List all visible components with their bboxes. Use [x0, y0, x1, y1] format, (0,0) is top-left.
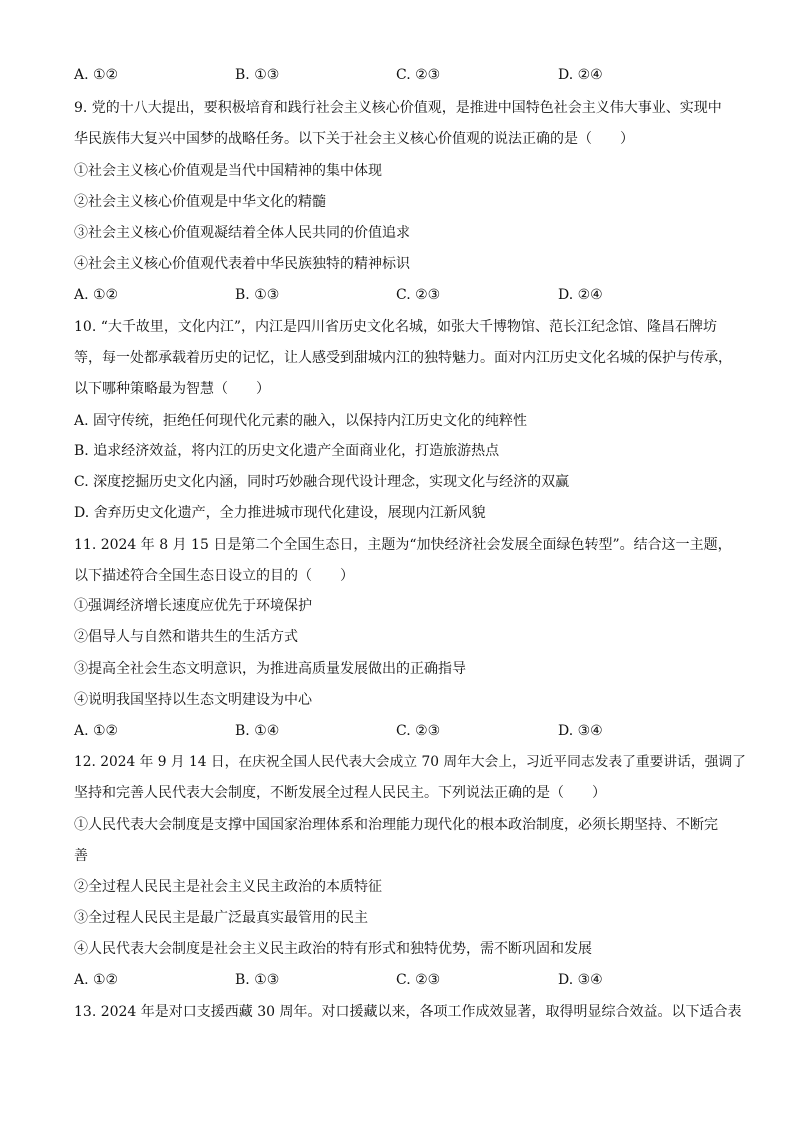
q9-option-b: B. ①③	[235, 287, 280, 303]
q11-option-a: A. ①②	[74, 723, 119, 739]
q10-choice-d: D. 舍弃历史文化遗产，全力推进城市现代化建设，展现内江新风貌	[74, 505, 486, 521]
q8-options	[74, 65, 734, 85]
q12-statement-1-cont: 善	[74, 848, 88, 864]
q9-statement-2: ②社会主义核心价值观是中华文化的精髓	[74, 194, 326, 210]
q12-option-c: C. ②③	[396, 972, 441, 988]
q11-statement-2: ②倡导人与自然和谐共生的生活方式	[74, 629, 298, 645]
q9-stem-line-2: 华民族伟大复兴中国梦的战略任务。以下关于社会主义核心价值观的说法正确的是（ ）	[74, 131, 634, 147]
q10-stem-line-3: 以下哪种策略最为智慧（ ）	[74, 381, 270, 397]
q12-statement-4: ④人民代表大会制度是社会主义民主政治的特有形式和独特优势，需不断巩固和发展	[74, 941, 592, 957]
q8-option-d: D. ②④	[558, 67, 603, 83]
q8-option-c: C. ②③	[396, 67, 441, 83]
q11-stem-line-2: 以下描述符合全国生态日设立的目的（ ）	[74, 568, 354, 584]
q12-option-b: B. ①③	[235, 972, 280, 988]
q10-choice-c: C. 深度挖掘历史文化内涵，同时巧妙融合现代设计理念，实现文化与经济的双赢	[74, 474, 570, 490]
q12-option-d: D. ③④	[558, 972, 603, 988]
q9-stem-line-1: 9. 党的十八大提出，要积极培育和践行社会主义核心价值观，是推进中国特色社会主义伟大事业、实现中	[74, 100, 722, 116]
q12-statement-2: ②全过程人民民主是社会主义民主政治的本质特征	[74, 879, 382, 895]
q12-statement-3: ③全过程人民民主是最广泛最真实最管用的民主	[74, 910, 368, 926]
q10-stem-line-2: 等，每一处都承载着历史的记忆，让人感受到甜城内江的独特魅力。面对内江历史文化名城的保护与传承，	[74, 350, 732, 366]
q12-options	[74, 970, 734, 990]
q11-option-b: B. ①④	[235, 723, 280, 739]
q11-statement-4: ④说明我国坚持以生态文明建设为中心	[74, 692, 312, 708]
q8-option-a: A. ①②	[74, 67, 119, 83]
q13-stem-line-1: 13. 2024 年是对口支援西藏 30 周年。对口援藏以来，各项工作成效显著，取得明显综合效益。以下适合表	[74, 1004, 742, 1020]
q9-options	[74, 285, 734, 305]
q11-statement-3: ③提高全社会生态文明意识，为推进高质量发展做出的正确指导	[74, 661, 466, 677]
q10-choice-b: B. 追求经济效益，将内江的历史文化遗产全面商业化，打造旅游热点	[74, 443, 500, 459]
q11-options	[74, 721, 734, 741]
q9-option-a: A. ①②	[74, 287, 119, 303]
q12-stem-line-1: 12. 2024 年 9 月 14 日，在庆祝全国人民代表大会成立 70 周年大会上，习近平同志发表了重要讲话，强调了	[74, 754, 746, 770]
q11-statement-1: ①强调经济增长速度应优先于环境保护	[74, 598, 312, 614]
q11-stem-line-1: 11. 2024 年 8 月 15 日是第二个全国生态日，主题为“加快经济社会发展全面绿色转型”。结合这一主题，	[74, 537, 732, 553]
q9-option-d: D. ②④	[558, 287, 603, 303]
q9-statement-1: ①社会主义核心价值观是当代中国精神的集中体现	[74, 163, 382, 179]
q10-stem-line-1: 10. “大千故里，文化内江”，内江是四川省历史文化名城，如张大千博物馆、范长江纪念馆、隆昌石牌坊	[74, 319, 718, 335]
q8-option-b: B. ①③	[235, 67, 280, 83]
q9-option-c: C. ②③	[396, 287, 441, 303]
q11-option-d: D. ③④	[558, 723, 603, 739]
q12-stem-line-2: 坚持和完善人民代表大会制度，不断发展全过程人民民主。下列说法正确的是（ ）	[74, 785, 606, 801]
q12-statement-1: ①人民代表大会制度是支撑中国国家治理体系和治理能力现代化的根本政治制度，必须长期坚持、不断完	[74, 817, 718, 833]
q11-option-c: C. ②③	[396, 723, 441, 739]
q9-statement-4: ④社会主义核心价值观代表着中华民族独特的精神标识	[74, 256, 410, 272]
q10-choice-a: A. 固守传统，拒绝任何现代化元素的融入，以保持内江历史文化的纯粹性	[74, 413, 528, 429]
q9-statement-3: ③社会主义核心价值观凝结着全体人民共同的价值追求	[74, 225, 410, 241]
q12-option-a: A. ①②	[74, 972, 119, 988]
